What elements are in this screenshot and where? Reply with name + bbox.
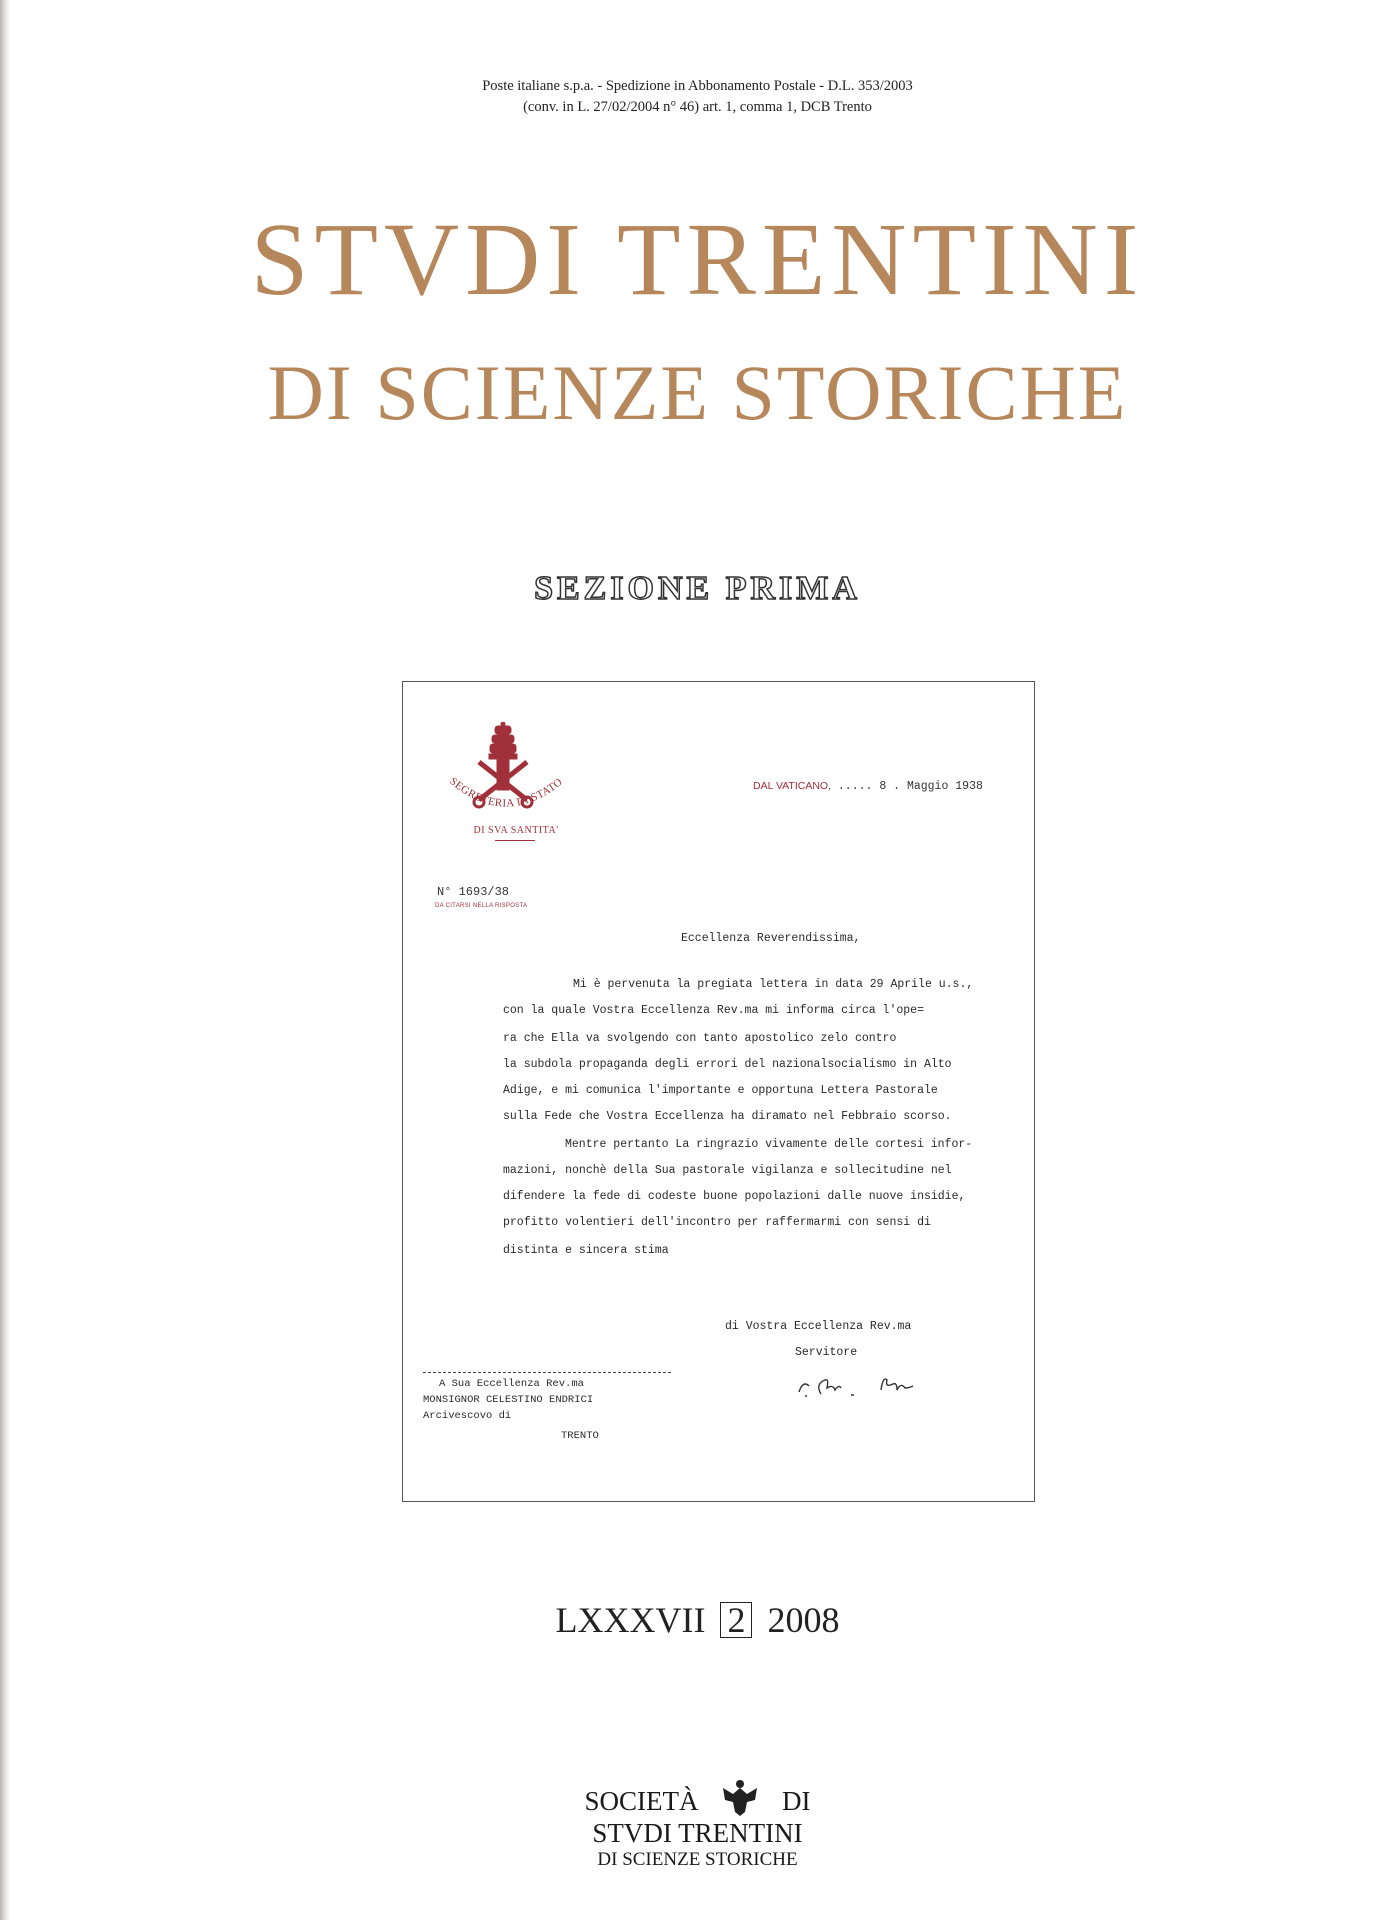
letter-content: [403, 682, 1034, 1501]
issue-info: [0, 1600, 1395, 1640]
postal-notice: [0, 76, 1395, 118]
address-line: Arcivescovo di: [423, 1410, 512, 1422]
journal-subtitle: DI SCIENZE STORICHE: [267, 349, 1128, 436]
publisher-row-2: STVDI TRENTINI: [592, 1818, 803, 1848]
letter-closing: di Vostra Eccellenza Rev.ma: [725, 1320, 912, 1333]
letter-salutation: Eccellenza Reverendissima,: [681, 932, 861, 945]
dateline-place: DAL VATICANO,: [753, 780, 831, 792]
dateline-dots: .....: [837, 780, 873, 793]
letter-servitore: Servitore: [795, 1346, 858, 1359]
protocol-number: N° 1693/38: [437, 885, 510, 899]
dateline-date: Maggio 1938: [906, 780, 983, 793]
address-line: A Sua Eccellenza Rev.ma: [439, 1378, 584, 1390]
issue-volume: LXXXVII: [555, 1600, 706, 1640]
publisher-di: DI: [782, 1786, 811, 1816]
letterhead-text: SEGRETERIA DI STATO: [447, 775, 565, 810]
address-separator: [423, 1372, 671, 1373]
letter-line: sulla Fede che Vostra Eccellenza ha diramato nel Febbraio scorso.: [503, 1110, 952, 1123]
letter-line: ra che Ella va svolgendo con tanto apostolico zelo contro: [503, 1032, 897, 1045]
letter-facsimile: [402, 681, 1035, 1502]
protocol-note: DA CITARSI NELLA RISPOSTA: [435, 903, 528, 909]
issue-year: 2008: [767, 1600, 840, 1640]
address-line: TRENTO: [561, 1430, 599, 1442]
letter-line: difendere la fede di codeste buone popolazioni dalle nuove insidie,: [503, 1190, 966, 1203]
letter-line: profitto volentieri dell'incontro per raffermarmi con sensi di: [503, 1216, 931, 1229]
letterhead-arc: [439, 772, 579, 832]
letter-line: Mi è pervenuta la pregiata lettera in data 29 Aprile u.s.,: [573, 978, 974, 991]
dateline-dot: .: [893, 780, 901, 793]
publisher: [0, 1778, 1395, 1872]
of-holiness: DI SVA SANTITA': [473, 825, 559, 836]
svg-text:SEGRETERIA DI STATO: [447, 775, 565, 809]
eagle-emblem-icon: [719, 1778, 761, 1818]
letter-line: mazioni, nonchè della Sua pastorale vigilanza e sollecitudine nel: [503, 1164, 952, 1177]
letter-line: Mentre pertanto La ringrazio vivamente delle cortesi infor-: [565, 1138, 973, 1151]
letter-line: la subdola propaganda degli errori del nazionalsocialismo in Alto: [503, 1058, 952, 1071]
letter-line: con la quale Vostra Eccellenza Rev.ma mi informa circa l'ope=: [503, 1004, 924, 1017]
issue-number: 2: [720, 1602, 752, 1638]
postal-line-2: (conv. in L. 27/02/2004 n° 46) art. 1, comma 1, DCB Trento: [523, 99, 872, 115]
dateline-day: 8: [879, 780, 887, 793]
signature-handwritten: [791, 1362, 921, 1402]
publisher-row-3: DI SCIENZE STORICHE: [597, 1849, 798, 1870]
address-line: MONSIGNOR CELESTINO ENDRICI: [423, 1394, 594, 1406]
publisher-societa: SOCIETÀ: [584, 1786, 699, 1816]
letter-line: Adige, e mi comunica l'importante e opportuna Lettera Pastorale: [503, 1084, 938, 1097]
letter-line: distinta e sincera stima: [503, 1244, 669, 1257]
postal-line-1: Poste italiane s.p.a. - Spedizione in Abbonamento Postale - D.L. 353/2003: [482, 78, 913, 94]
section-label: SEZIONE PRIMA: [534, 570, 861, 607]
dateline: [753, 780, 983, 793]
publisher-row-1: [0, 1778, 1395, 1818]
letterhead-rule: [495, 840, 535, 841]
journal-title: STVDI TRENTINI: [250, 202, 1145, 317]
